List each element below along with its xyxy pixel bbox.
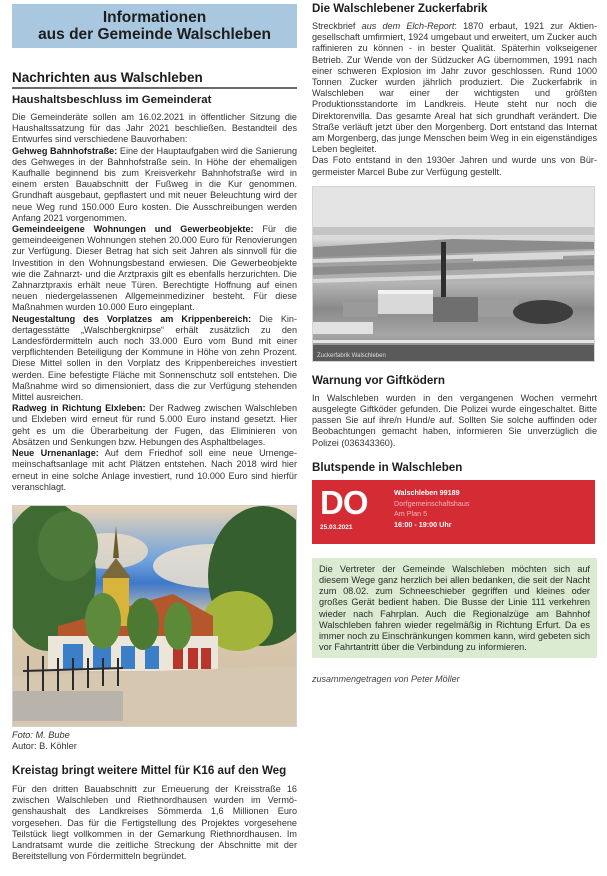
notice-box: Die Vertreter der Gemeinde Walschleben möchten sich auf diesem Wege ganz herzlich bei allen bedanken, die seit der Nacht zum 08.02. zum Schneeschieber gegriffen und kleines oder großes Gerät bedient haben. Die Busse der Linie 111 verkehren wieder nach Fahrplan. Auch die Regionalzüge am Bahnhof Walschleben fahren wieder regelmäßig in Richtung Erfurt. Da es immer noch zu Einschränkungen kommen kann, wird gebeten sich vor Fahrtantritt über die Verbindung zu informieren. bbox=[312, 558, 597, 659]
budget-item-label: Neugestaltung des Vorplatzes am Krippenbereich: bbox=[12, 313, 252, 324]
article-intro: Die Gemeinderäte sollen am 16.02.2021 in öffentlicher Sitzung die Haushaltssatzung für das Jahr 2021 beschließen. Bestandteil des Entwurfes sind verschiedene Bauvorhaben: bbox=[12, 112, 297, 145]
factory-photo bbox=[312, 186, 595, 362]
article-body bbox=[12, 112, 297, 493]
event-place: Walschleben 99189 bbox=[394, 487, 460, 497]
right-column bbox=[312, 0, 597, 684]
budget-item bbox=[12, 403, 297, 448]
article-body: In Walschleben wurden in den vergangenen Wochen vermehrt ausgelegte Giftköder gefunden. Die Polizei wurde eingeschaltet. Bitte passen Sie auf ihre/n Hund/e auf. Sollten Sie solche auffinden oder Beobachtungen gemacht haben, informieren Sie unverzüglich die Polizei (036343360). bbox=[312, 392, 597, 448]
blood-donation-card bbox=[312, 480, 595, 544]
section-title: Nachrichten aus Walschleben bbox=[12, 70, 297, 89]
budget-item-label: Gehweg Bahnhofstraße: bbox=[12, 145, 118, 156]
budget-item-text: Eine der Hauptaufgaben wird die Sanierung des Gehweges in der Bahnhofstraße sein. In Höhe der ehemaligen Kaufhalle beginnend bis zum Kreisverkehr Bahnhofstraße wird in einem ersten Bauabschnitt der Fußweg in die Kur genommen. Grundhaft ausgebaut, gepflastert und mit neuer Beleuchtung wird der neue Weg rund 150.000 Euro kosten. Die Ausschreibungen werden Anfang 2021 vorgenommen. bbox=[12, 145, 298, 223]
budget-item bbox=[12, 448, 297, 493]
masthead bbox=[12, 4, 297, 48]
factory-illustration bbox=[313, 187, 595, 362]
article-body bbox=[312, 21, 597, 178]
article-source: aus dem Elch-Report bbox=[361, 21, 455, 31]
event-info bbox=[394, 488, 470, 531]
article-zuckerfabrik bbox=[312, 2, 597, 362]
article-blutspende bbox=[312, 461, 597, 544]
article-title: Blutspende in Walschleben bbox=[312, 460, 463, 474]
budget-item-label: Gemeindeeigene Wohnungen und Gewerbeobjekte: bbox=[12, 224, 254, 235]
budget-item bbox=[12, 146, 297, 224]
event-address: Am Plan 5 bbox=[394, 509, 428, 519]
article-title: Warnung vor Giftködern bbox=[312, 373, 445, 387]
budget-item-label: Radweg in Richtung Elxleben: bbox=[12, 403, 146, 414]
article-text: : 1870 erbaut, 1921 zur Aktiengesellschaft umfirmiert, 1924 umgebaut und erweitert, um Zucker auch raffinieren zu können - in bester Qualität. Späterhin volkseigener Betrieb. Zur Wende von der Südzucker AG übernommen, 1991 nach einer schweren Explosion im Jahr zuvor geschlossen. Rund 1000 Tonnen Zucker wurden jährlich produziert. Die Zuckerfabrik in Walschleben war einer der wichtigsten und größten Produktionsstandorte im Landkreis. Heute steht nur noch die Direktorenvilla. Das gesamte Areal hat sich grundhaft verändert. Die Straße verläuft jetzt über den Morgenberg. Dort entstand das Internat am Morgenberg, das junge Menschen beim Weg in ein eigenständiges Leben begleitet. bbox=[312, 21, 597, 155]
article-title: Haushaltsbeschluss im Gemeinderat bbox=[12, 94, 212, 106]
photo-inscription: Zuckerfabrik Walschleben bbox=[317, 352, 386, 359]
weekday: DO bbox=[320, 483, 368, 521]
article-k16 bbox=[12, 764, 297, 862]
article-haushalt bbox=[12, 94, 297, 493]
church-illustration bbox=[13, 506, 297, 727]
budget-item-text: Auf dem Friedhof soll eine neue Urnengemeinschaftsanlage mit acht Plätzen entstehen. Nach 2018 wird hier erneut in eine solche Anlage investiert, rund 10.000 Euro sind hierfür veranschlagt. bbox=[12, 448, 297, 492]
article-title: Die Walschlebener Zuckerfabrik bbox=[312, 2, 488, 15]
church-photo bbox=[12, 505, 297, 727]
photo-caption bbox=[12, 730, 297, 752]
budget-item-label: Neue Urnenanlage: bbox=[12, 448, 99, 459]
left-column bbox=[12, 4, 297, 862]
masthead-line-2: aus der Gemeinde Walschleben bbox=[38, 26, 271, 43]
photo-author: Autor: B. Köhler bbox=[12, 740, 77, 751]
budget-item-text: Die Kindertagesstätte „Walschbergknirpse“ erhält zusätzlich zu den Landesfördermitteln auch noch 33.000 Euro vom Bund mit einer verpflichtenden Beteiligung der Kommune in Höhe von zehn Prozent. Diese Mittel sollen in den Vorplatz des Krippenbereiches investiert werden. Eine befestigte Fläche mit Sonnenschutz soll entstehen. Die Maßnahme wird so dimensioniert, dass die zur Verfügung stehenden Mittel ausreichen. bbox=[12, 313, 297, 403]
event-venue: Dorfgemeinschaftshaus bbox=[394, 498, 470, 508]
article-lead: Streckbrief bbox=[312, 21, 362, 31]
event-time: 16:00 - 19:00 Uhr bbox=[394, 519, 452, 529]
event-date: 25.03.2021 bbox=[320, 523, 353, 531]
budget-item-text: Der Radweg zwischen Walschleben und Elxleben wird erneut für rund 5.000 Euro instand gesetzt. Hier geht es um die Überarbeitung der Fugen, das Eliminieren von Absätzen und Senkungen bzw. Hebungen des Asphaltbelages. bbox=[12, 403, 298, 447]
budget-item bbox=[12, 224, 297, 314]
photo-credit: Foto: M. Bube bbox=[12, 729, 70, 740]
budget-item bbox=[12, 314, 297, 404]
article-body: Für den dritten Bauabschnitt zur Erneuerung der Kreisstraße 16 zwischen Walschleben und Riethnordhausen wurden im Vermögenshaushalt des Landkreises Sömmerda 1,6 Millionen Euro vorgesehen. Das für die Fertigstellung des Projektes vorgesehene Teilstück liegt vollkommen in der Gemarkung Riethnordhausen. Im Landratsamt wurde die zeitliche Streckung der Abschnitte mit der Bereitstellung von Fördermitteln begründet. bbox=[12, 783, 297, 862]
signoff: zusammengetragen von Peter Möller bbox=[312, 674, 460, 685]
article-title: Kreistag bringt weitere Mittel für K16 auf den Weg bbox=[12, 763, 287, 777]
masthead-line-1: Informationen bbox=[102, 9, 207, 26]
photo-note: Das Foto entstand in den 1930er Jahren und wurde uns von Bürgermeister Marcel Bube zur Verfügung gestellt. bbox=[312, 155, 597, 177]
budget-item-text: Für die gemeindeeigenen Wohnungen stehen 20.000 Euro für Renovierungen zur Verfügung. Dieser Betrag hat sich seit Jahren als sinnvoll für die Investition in den Wohnungsbestand erwiesen. Die Gewerbeobjekte wie die Zahnarzt- und die Arztpraxis gilt es ebenfalls herzurichten. Die Zahnarztpraxis erhält neue Türen. Berechtigte Hoffnung auf einen neuen niedergelassenen Allgemeinmediziner besteht. Für diese Maßnahmen wurden 10.000 Euro eingeplant. bbox=[12, 224, 297, 313]
article-giftkoeder bbox=[312, 374, 597, 449]
